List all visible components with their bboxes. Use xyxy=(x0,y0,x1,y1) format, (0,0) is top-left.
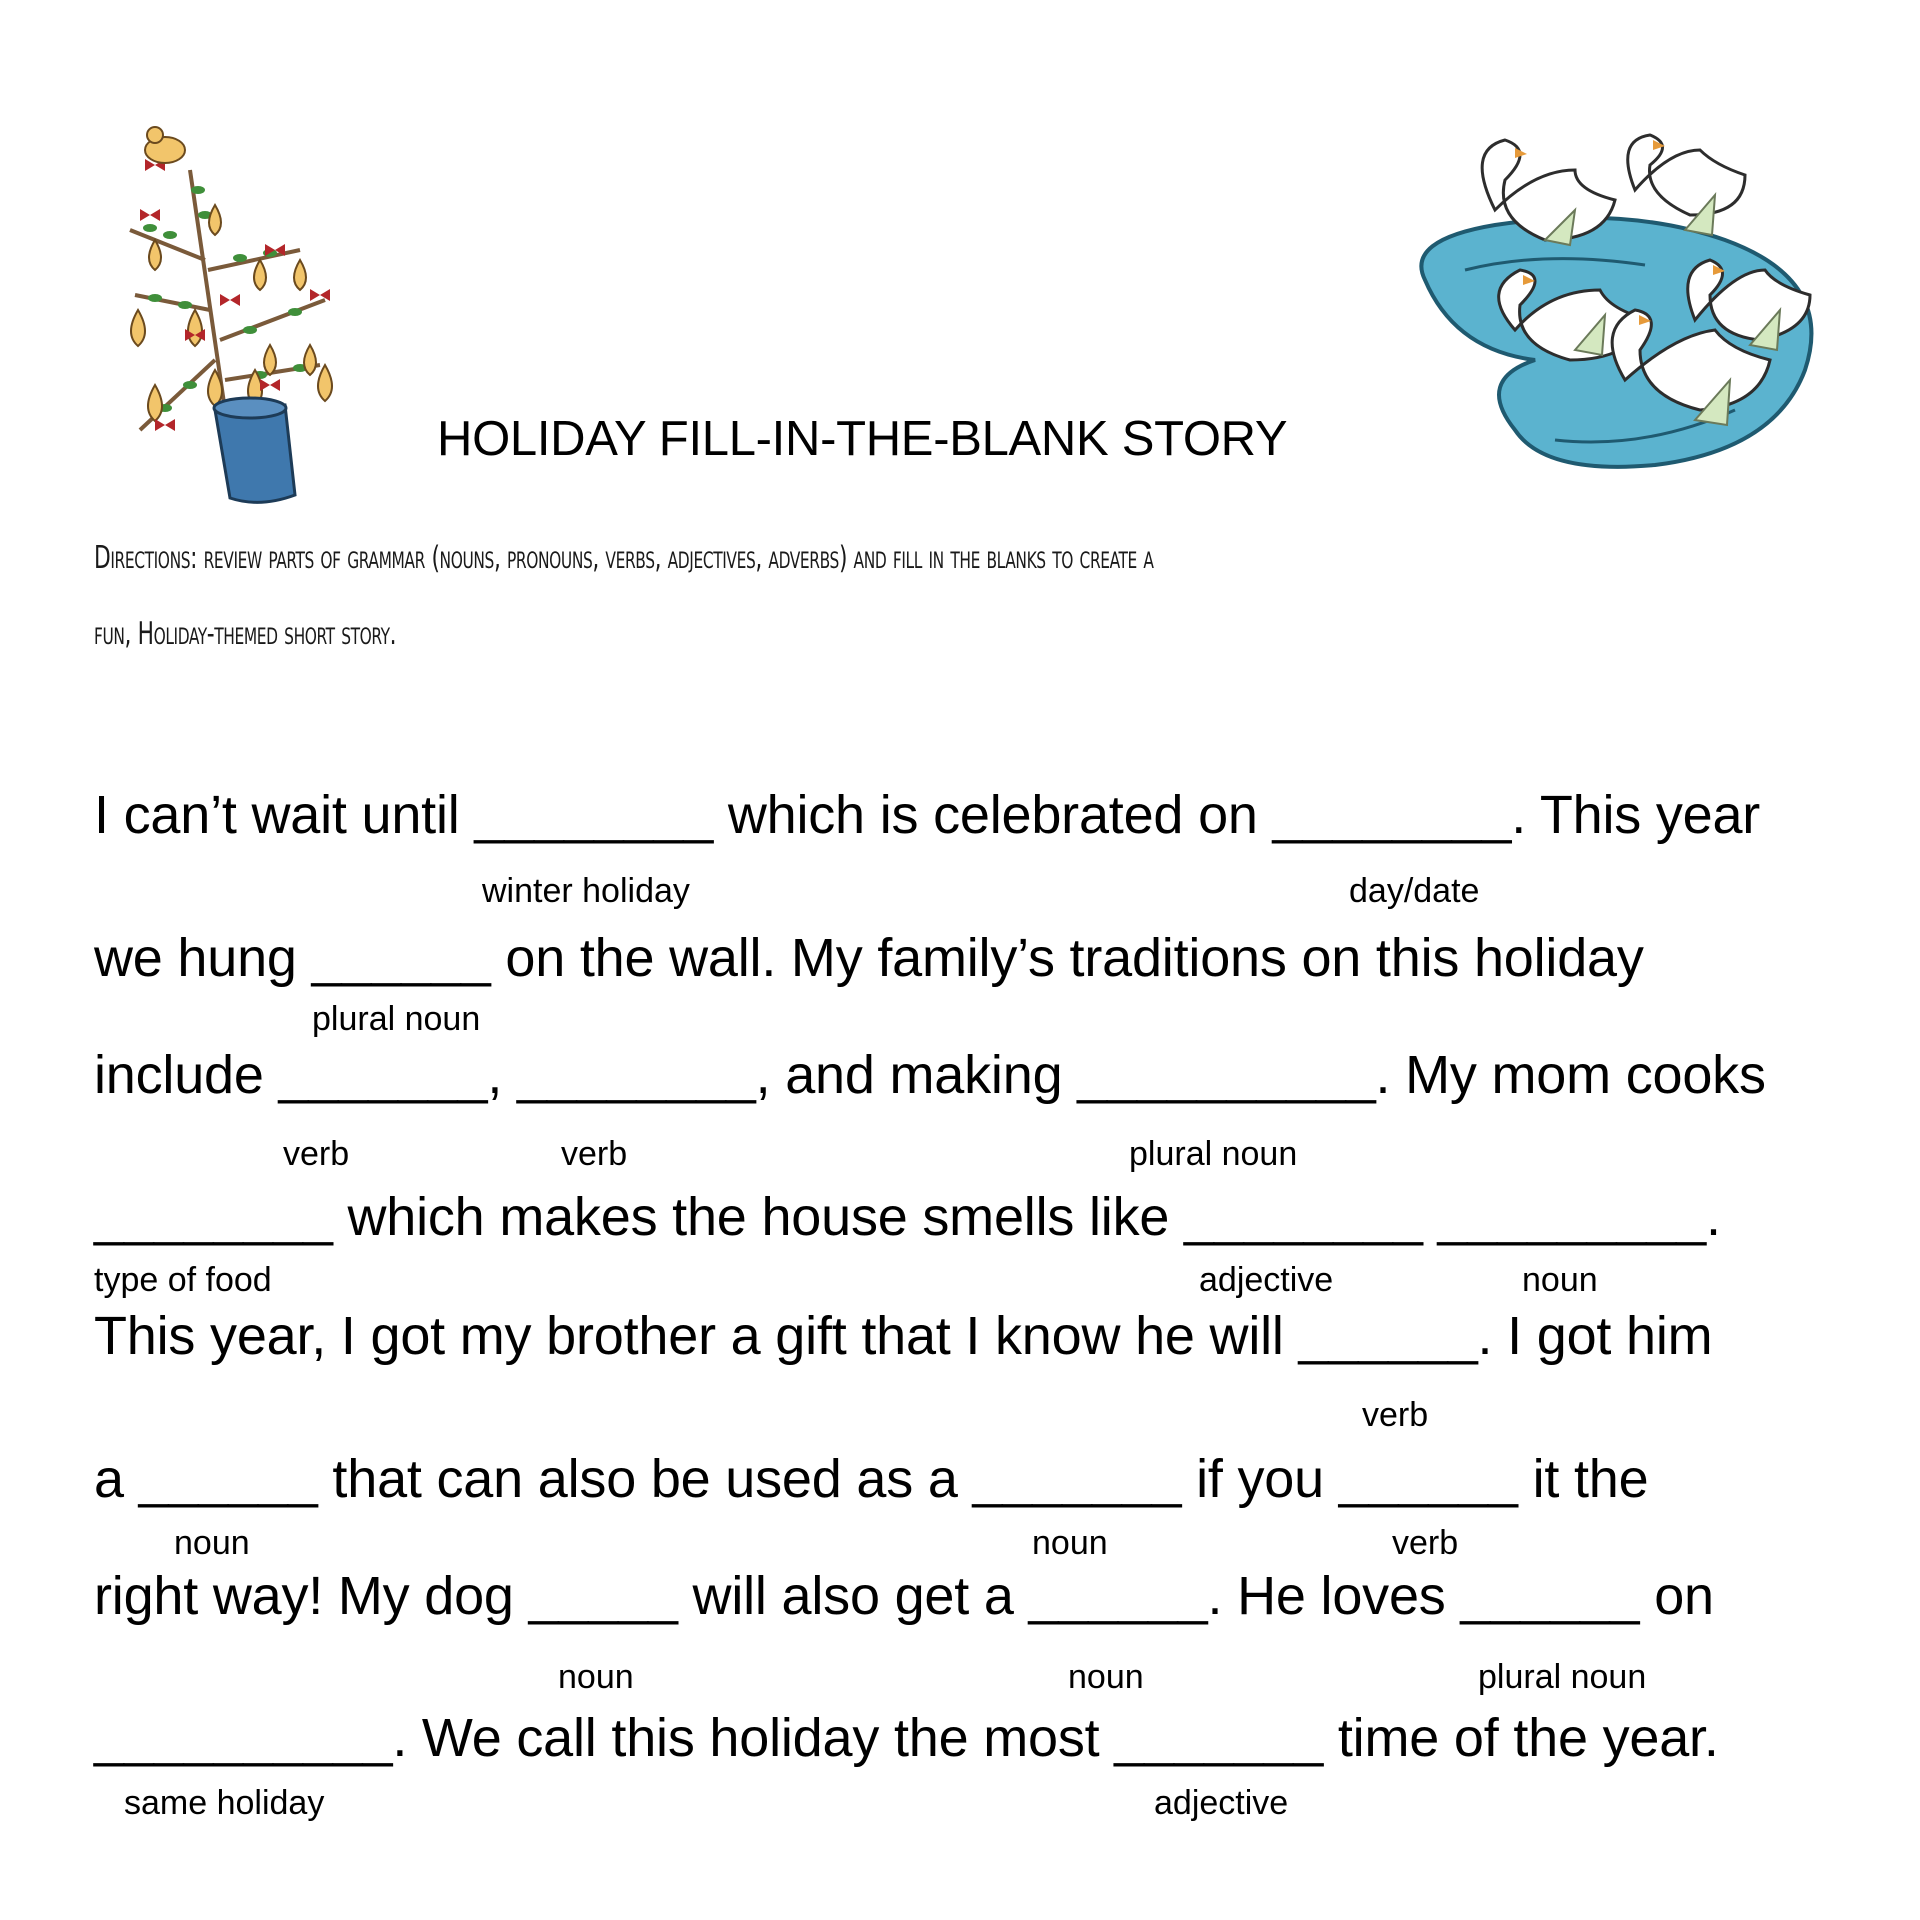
page-title: HOLIDAY FILL-IN-THE-BLANK STORY xyxy=(437,412,1288,466)
blank-label: verb xyxy=(283,1135,350,1173)
directions-line-2: fun, Holiday-themed short story. xyxy=(94,616,397,652)
blank-label: noun xyxy=(1032,1524,1108,1562)
story-line: right way! My dog _____ will also get a ______. He loves ______ on xyxy=(94,1566,1714,1626)
blank-label: noun xyxy=(558,1658,634,1696)
swans-swimming-icon xyxy=(1395,130,1855,470)
blank-label: adjective xyxy=(1154,1784,1289,1822)
story-line: I can’t wait until ________ which is celebrated on ________. This year xyxy=(94,785,1761,845)
blank-label: plural noun xyxy=(1129,1135,1298,1173)
story-line: include _______, ________, and making __________. My mom cooks xyxy=(94,1045,1766,1105)
blank-label: type of food xyxy=(94,1261,272,1299)
directions-line-1: Directions: review parts of grammar (nouns, pronouns, verbs, adjectives, adverbs) and fill in the blanks to create a xyxy=(94,540,1154,576)
blank-label: noun xyxy=(174,1524,250,1562)
story-line: This year, I got my brother a gift that I know he will ______. I got him xyxy=(94,1306,1713,1366)
story-line: __________. We call this holiday the most _______ time of the year. xyxy=(94,1708,1719,1768)
blank-label: verb xyxy=(1392,1524,1459,1562)
blank-label: verb xyxy=(561,1135,628,1173)
blank-label: noun xyxy=(1068,1658,1144,1696)
blank-label: adjective xyxy=(1199,1261,1334,1299)
blank-label: day/date xyxy=(1349,872,1480,910)
blank-label: plural noun xyxy=(1478,1658,1647,1696)
blank-label: verb xyxy=(1362,1396,1429,1434)
story-line: ________ which makes the house smells like ________ _________. xyxy=(94,1187,1721,1247)
pear-tree-icon xyxy=(110,110,350,510)
story-line: we hung ______ on the wall. My family’s traditions on this holiday xyxy=(94,928,1644,988)
story-line: a ______ that can also be used as a _______ if you ______ it the xyxy=(94,1449,1649,1509)
blank-label: same holiday xyxy=(124,1784,325,1822)
blank-label: plural noun xyxy=(312,1000,481,1038)
blank-label: winter holiday xyxy=(482,872,690,910)
blank-label: noun xyxy=(1522,1261,1598,1299)
